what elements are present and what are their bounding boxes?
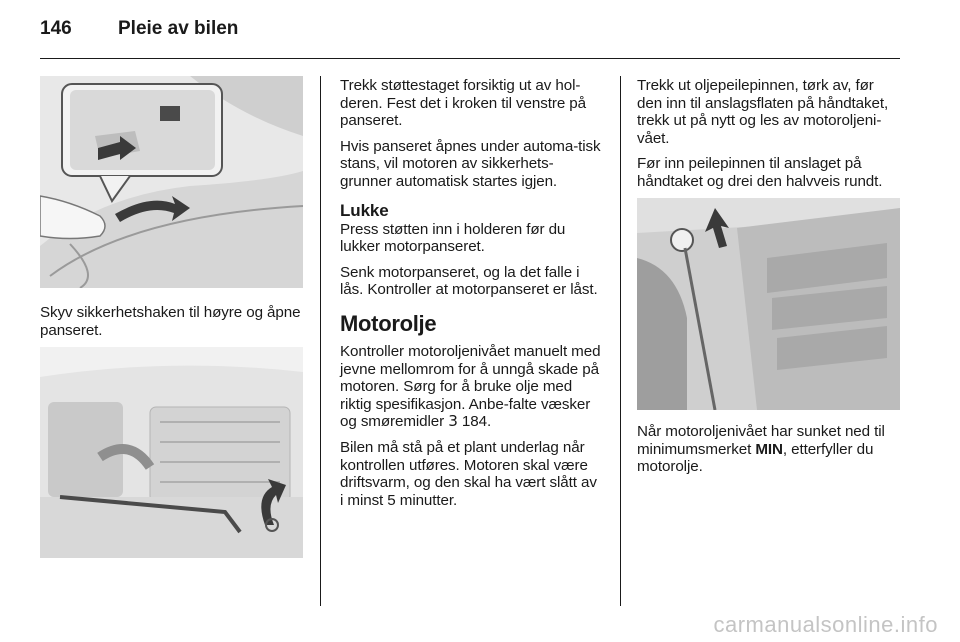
paragraph-min-mark — [637, 423, 903, 476]
paragraph-support-rod: Trekk støttestaget forsiktig ut av hol-deren. Fest det i kroken til venstre på panseret. — [340, 77, 586, 130]
min-text-before: Når motoroljenivået har sunket ned til minimumsmerket — [637, 423, 885, 458]
page-number: 146 — [40, 18, 72, 39]
figure-hood-release — [40, 76, 303, 288]
column-1 — [40, 304, 303, 347]
paragraph-check-oil — [340, 343, 604, 431]
paragraph-dipstick: Trekk ut oljepeilepinnen, tørk av, før den inn til anslagsflaten på håndtaket, trekk ut på nytt og les av motoroljeni-vået. — [637, 77, 889, 147]
check-oil-text: Kontroller motoroljenivået manuelt med jevne mellomrom for å unngå skade på motoren. Sørg for å bruke olje med riktig spesifikasjon. Anbe-falte væsker og smøremidler — [340, 342, 601, 431]
page-title: Pleie av bilen — [118, 18, 239, 39]
column-3 — [637, 77, 901, 199]
column-divider-1 — [320, 76, 321, 606]
heading-lukke: Lukke — [340, 200, 389, 220]
page-ref-link[interactable]: 184. — [461, 413, 492, 431]
paragraph-lower-hood: Senk motorpanseret, og la det falle i lås. Kontroller at motorpanseret er låst. — [340, 263, 598, 299]
heading-motorolje: Motorolje — [340, 310, 437, 336]
figure-support-rod — [40, 347, 303, 558]
column-3-bottom — [637, 423, 903, 484]
caption-hood-release: Skyv sikkerhetshaken til høyre og åpne panseret. — [40, 304, 301, 339]
paragraph-level-ground: Bilen må stå på et plant underlag når kontrollen utføres. Motoren skal være driftsvarm, og den skal ha vært slått av i minst 5 minutter. — [340, 438, 597, 509]
header-rule — [40, 58, 900, 59]
watermark: carmanualsonline.info — [713, 612, 938, 637]
column-2 — [340, 77, 604, 517]
page-ref-arrow-icon: 3 — [448, 412, 458, 431]
figure-dipstick — [637, 198, 900, 410]
min-text-after: , etterfyller du motorolje. — [637, 440, 874, 476]
paragraph-insert-dipstick: Før inn peilepinnen til anslaget på håndtaket og drei den halvveis rundt. — [637, 155, 883, 190]
column-divider-2 — [620, 76, 621, 606]
paragraph-press-support: Press støtten inn i holderen før du lukker motorpanseret. — [340, 220, 566, 256]
min-mark-label: MIN — [755, 440, 783, 458]
paragraph-auto-stop: Hvis panseret åpnes under automa-tisk stans, vil motoren av sikkerhets-grunner automatisk startes igjen. — [340, 137, 601, 190]
